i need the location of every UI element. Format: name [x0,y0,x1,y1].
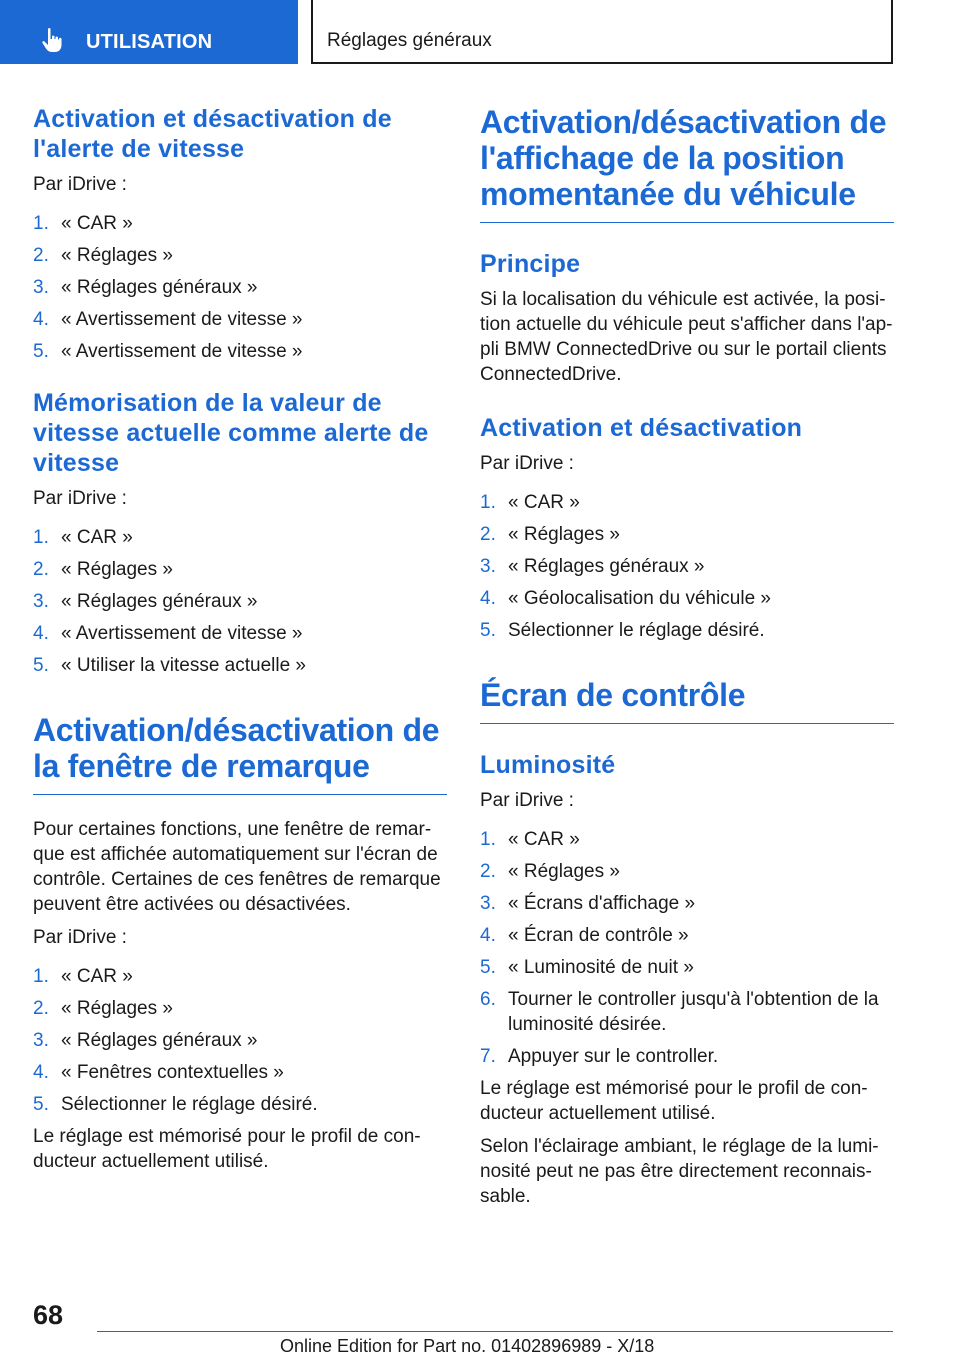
section-header [311,0,893,64]
store-speed-steps [33,525,447,678]
notice-window-intro: Par iDrive : [33,927,127,948]
list-item: 5. « Utiliser la vitesse actuelle » [33,655,306,676]
list-item: 4. « Avertissement de vitesse » [33,623,303,644]
edition-note: Online Edition for Part no. 01402896989 - X/18 [280,1336,655,1356]
notice-window-heading: Activation/désactivation de la fenêtre de remarque [33,712,447,795]
list-item: 6. Tourner le controller jusqu'à l'obtention de la luminosité désirée. [480,989,879,1035]
list-item: 4. « Fenêtres contextuelles » [33,1062,284,1083]
list-item: 2. « Réglages » [480,524,620,545]
list-item: 1. « CAR » [33,966,133,987]
list-item: 2. « Réglages » [33,559,173,580]
activation-intro: Par iDrive : [480,453,574,474]
footer-divider [97,1331,893,1332]
list-item: 3. « Réglages généraux » [33,277,258,298]
list-item: 2. « Réglages » [480,861,620,882]
section-label: Réglages généraux [327,30,492,51]
list-item: 3. « Réglages généraux » [33,1030,258,1051]
notice-window-text: Pour certaines fonctions, une fenêtre de remar-que est affichée automatiquement sur l'écran de contrôle. Certaines de ces fenêtres de remarque peuvent être activées ou désactivées. [33,819,441,915]
right-column [480,104,894,1209]
notice-window-steps [33,964,447,1117]
position-display-heading: Activation/désactivation de l'affichage de la position momentanée du véhicule [480,104,894,223]
speed-alert-steps [33,211,447,364]
page-number: 68 [33,1300,64,1330]
store-speed-heading: Mémorisation de la valeur de vitesse actuelle comme alerte de vitesse [33,389,429,477]
speed-alert-heading: Activation et désactivation de l'alerte de vitesse [33,105,392,163]
list-item: 3. « Écrans d'affichage » [480,893,696,914]
activation-heading: Activation et désactivation [480,414,803,442]
control-display-heading: Écran de contrôle [480,677,894,724]
hand-pointer-icon [40,27,64,53]
store-speed-intro: Par iDrive : [33,488,127,509]
list-item: 5. Sélectionner le réglage désiré. [33,1094,318,1115]
list-item: 7. Appuyer sur le controller. [480,1046,719,1067]
list-item: 3. « Réglages généraux » [33,591,258,612]
list-item: 1. « CAR » [480,492,580,513]
list-item: 1. « CAR » [33,213,133,234]
list-item: 5. Sélectionner le réglage désiré. [480,620,765,641]
list-item: 2. « Réglages » [33,998,173,1019]
principle-heading: Principe [480,250,581,278]
list-item: 4. « Avertissement de vitesse » [33,309,303,330]
principle-text: Si la localisation du véhicule est activée, la posi-tion actuelle du véhicule peut s'afficher dans l'ap-pli BMW ConnectedDrive ou sur le portail clients ConnectedDrive. [480,289,893,385]
brightness-steps [480,827,894,1069]
left-column [33,104,447,1174]
notice-window-note: Le réglage est mémorisé pour le profil de con-ducteur actuellement utilisé. [33,1126,421,1172]
list-item: 3. « Réglages généraux » [480,556,705,577]
brightness-heading: Luminosité [480,751,616,779]
speed-alert-intro: Par iDrive : [33,174,127,195]
list-item: 5. « Luminosité de nuit » [480,957,694,978]
list-item: 5. « Avertissement de vitesse » [33,341,303,362]
brightness-note-profile: Le réglage est mémorisé pour le profil de con-ducteur actuellement utilisé. [480,1078,868,1124]
list-item: 1. « CAR » [33,527,133,548]
chapter-tab [0,0,298,64]
brightness-note-ambient: Selon l'éclairage ambiant, le réglage de la lumi-nosité peut ne pas être directement reconnais-sable. [480,1136,879,1207]
list-item: 1. « CAR » [480,829,580,850]
chapter-label: UTILISATION [86,31,213,53]
brightness-intro: Par iDrive : [480,790,574,811]
list-item: 4. « Écran de contrôle » [480,925,689,946]
list-item: 2. « Réglages » [33,245,173,266]
list-item: 4. « Géolocalisation du véhicule » [480,588,772,609]
activation-steps [480,490,894,643]
